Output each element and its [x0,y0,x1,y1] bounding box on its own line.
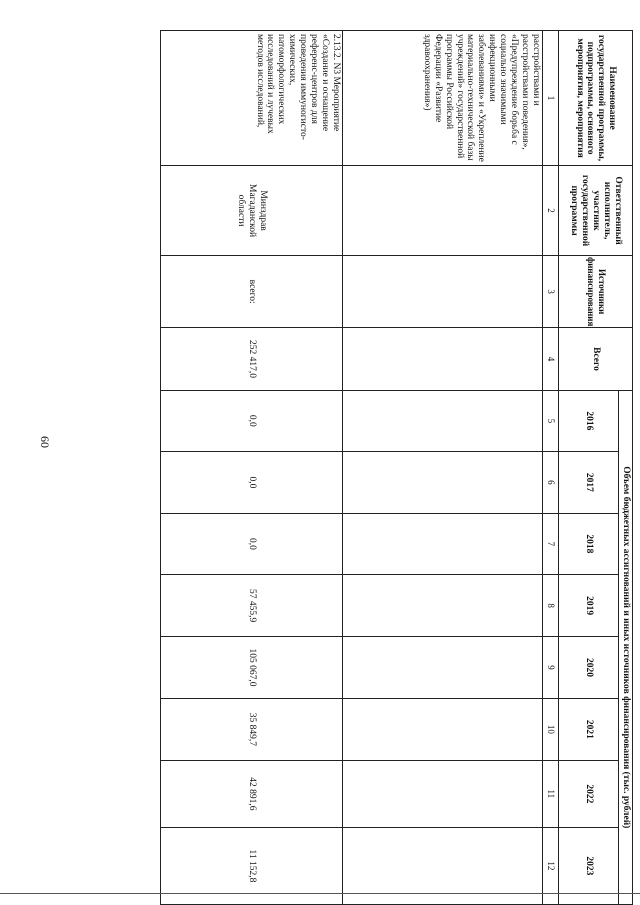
column-number: 9 [543,637,559,699]
column-number: 10 [543,698,559,760]
row-total [343,328,543,390]
row-value: 11 152,8 [161,827,343,904]
header-year: 2021 [559,698,619,760]
header-total: Всего [559,328,633,390]
header-year: 2018 [559,513,619,575]
column-number: 6 [543,452,559,514]
header-year: 2017 [559,452,619,514]
header-year: 2022 [559,760,619,827]
header-source: Источники финансирования [559,256,633,328]
row-value [343,575,543,637]
table-row [161,31,343,905]
row-value: 42 891,6 [161,760,343,827]
row-value: 0,0 [161,390,343,452]
row-total: 252 417,0 [161,328,343,390]
header-row-group [619,31,633,905]
row-value: 105 067,0 [161,637,343,699]
header-year: 2016 [559,390,619,452]
row-responsible [343,166,543,256]
row-source [343,256,543,328]
header-name: Наименование государственной программы, подпрограммы, основного мероприятия, мероприятия [559,31,633,166]
column-number: 7 [543,513,559,575]
row-value [343,698,543,760]
row-name: расстройствами и расстройствами поведения», «Предупреждение борьба с социально значимыми инфекционными заболеваниями» и «Укрепление материально-технической базы учреждений» государственной программы Российской Федерации «Развитие здравоохранения») [343,31,543,166]
bottom-rule [0,893,640,894]
column-number: 3 [543,256,559,328]
row-value [343,390,543,452]
row-value: 0,0 [161,452,343,514]
row-name: 2.13.2. N3 Мероприятие «Создание и оснащение референс-центров для проведения иммуногисто-химических, патоморфологических исследований и лучевых методов исследований, [161,31,343,166]
row-value [343,760,543,827]
table-row [343,31,543,905]
column-number-row [543,31,559,905]
column-number: 1 [543,31,559,166]
header-year: 2020 [559,637,619,699]
column-number: 4 [543,328,559,390]
row-value: 57 455,9 [161,575,343,637]
header-responsible: Ответственный исполнитель, участник государственной программы [559,166,633,256]
column-number: 8 [543,575,559,637]
column-number: 11 [543,760,559,827]
page-number: 60 [38,436,52,448]
header-year: 2019 [559,575,619,637]
header-funding-group: Объем бюджетных ассигнований и иных источников финансирования (тыс. рублей) [619,390,633,904]
row-value: 35 849,7 [161,698,343,760]
row-value: 0,0 [161,513,343,575]
row-value [343,637,543,699]
column-number: 2 [543,166,559,256]
row-value [343,513,543,575]
column-number: 5 [543,390,559,452]
row-value [343,452,543,514]
row-source: всего: [161,256,343,328]
row-responsible: Минздрав Магаданской области [161,166,343,256]
header-year: 2023 [559,827,619,904]
column-number: 12 [543,827,559,904]
budget-table [160,30,633,905]
